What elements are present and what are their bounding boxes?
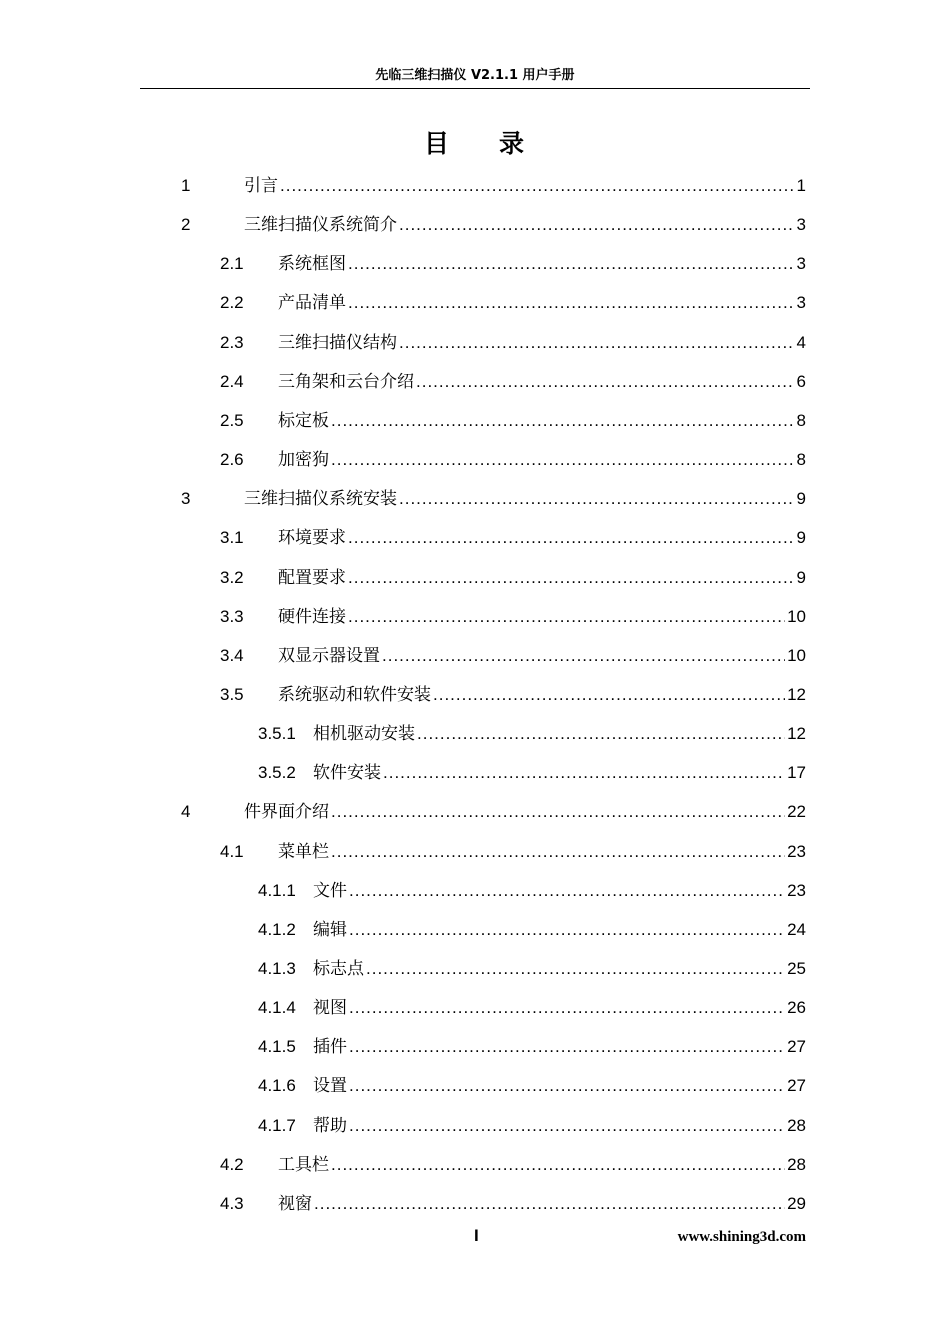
toc-entry-page: 3 — [796, 293, 806, 313]
toc-entry[interactable] — [258, 879, 806, 903]
toc-dot-leader — [399, 331, 795, 355]
toc-entry-page: 9 — [796, 567, 806, 587]
toc-dot-leader — [399, 213, 795, 237]
toc-dot-leader — [348, 291, 795, 315]
toc-dot-leader — [349, 918, 785, 942]
toc-entry[interactable] — [258, 761, 806, 785]
toc-entry[interactable] — [258, 996, 806, 1020]
toc-entry-number: 2.1 — [220, 254, 244, 274]
toc-entry-page: 9 — [796, 489, 806, 509]
toc-dot-leader — [399, 487, 795, 511]
toc-entry-number: 2.3 — [220, 332, 244, 352]
toc-entry[interactable] — [220, 252, 806, 276]
toc-entry-label: 编辑 — [313, 919, 347, 940]
toc-entry-page: 28 — [787, 1154, 806, 1174]
toc-dot-leader — [383, 761, 785, 785]
toc-dot-leader — [348, 526, 795, 550]
toc-entry-number: 3 — [181, 489, 191, 509]
toc-dot-leader — [331, 448, 795, 472]
toc-entry-number: 4.1.5 — [258, 1037, 296, 1057]
toc-entry-label: 硬件连接 — [278, 606, 346, 627]
toc-entry-page: 26 — [787, 998, 806, 1018]
toc-entry-number: 2.2 — [220, 293, 244, 313]
toc-entry-label: 系统驱动和软件安装 — [278, 684, 431, 705]
toc-entry-label: 插件 — [313, 1037, 347, 1058]
toc-entry-page: 9 — [796, 528, 806, 548]
toc-dot-leader — [349, 879, 785, 903]
footer-page-number: I — [474, 1226, 479, 1245]
toc-entry[interactable] — [220, 370, 806, 394]
toc-entry[interactable] — [181, 487, 806, 511]
toc-entry[interactable] — [258, 722, 806, 746]
toc-entry-page: 28 — [787, 1115, 806, 1135]
toc-entry[interactable] — [258, 1035, 806, 1059]
toc-dot-leader — [382, 644, 785, 668]
toc-entry-page: 8 — [796, 450, 806, 470]
toc-dot-leader — [417, 722, 785, 746]
toc-entry[interactable] — [220, 840, 806, 864]
toc-dot-leader — [349, 1114, 785, 1138]
toc-entry-label: 三角架和云台介绍 — [278, 371, 414, 392]
toc-entry-label: 相机驱动安装 — [313, 724, 415, 745]
toc-entry[interactable] — [220, 683, 806, 707]
toc-entry-label: 产品清单 — [278, 293, 346, 314]
toc-entry[interactable] — [220, 644, 806, 668]
toc-entry-label: 菜单栏 — [278, 841, 329, 862]
toc-dot-leader — [348, 566, 795, 590]
footer-url: www.shining3d.com — [677, 1229, 806, 1245]
toc-entry-page: 17 — [787, 763, 806, 783]
toc-dot-leader — [366, 957, 785, 981]
toc-entry-number: 2.4 — [220, 371, 244, 391]
toc-entry-number: 3.1 — [220, 528, 244, 548]
toc-entry[interactable] — [220, 291, 806, 315]
toc-entry-page: 24 — [787, 919, 806, 939]
toc-entry-label: 视图 — [313, 998, 347, 1019]
toc-entry[interactable] — [220, 1153, 806, 1177]
toc-entry-page: 12 — [787, 684, 806, 704]
toc-entry-page: 3 — [796, 254, 806, 274]
toc-entry-number: 2 — [181, 215, 191, 235]
toc-entry-label: 标定板 — [278, 410, 329, 431]
toc-entry-number: 3.3 — [220, 606, 244, 626]
toc-entry[interactable] — [220, 1192, 806, 1216]
toc-title-part2: 录 — [499, 129, 527, 158]
toc-entry-page: 29 — [787, 1193, 806, 1213]
toc-entry-page: 4 — [796, 332, 806, 352]
toc-dot-leader — [280, 174, 795, 198]
toc-entry-page: 3 — [796, 215, 806, 235]
toc-entry[interactable] — [258, 957, 806, 981]
toc-entry-label: 文件 — [313, 880, 347, 901]
toc-entry[interactable] — [220, 409, 806, 433]
toc-entry-page: 23 — [787, 841, 806, 861]
toc-dot-leader — [331, 800, 785, 824]
toc-entry-page: 27 — [787, 1076, 806, 1096]
toc-entry-label: 标志点 — [313, 959, 364, 979]
toc-entry-number: 4.1 — [220, 841, 244, 861]
toc-entry-page: 6 — [796, 371, 806, 391]
toc-entry-page: 10 — [787, 606, 806, 626]
toc-entry-number: 3.5 — [220, 684, 244, 704]
toc-entry-number: 3.4 — [220, 645, 244, 665]
toc-entry-number: 3.2 — [220, 567, 244, 587]
toc-entry-page: 10 — [787, 645, 806, 665]
toc-entry-label: 帮助 — [313, 1115, 347, 1136]
toc-entry-label: 加密狗 — [278, 450, 329, 471]
toc-entry[interactable] — [258, 1074, 806, 1098]
toc-entry-label: 配置要求 — [278, 567, 346, 588]
toc-entry-number: 4.1.1 — [258, 880, 296, 900]
toc-entry[interactable] — [258, 1114, 806, 1138]
toc-entry-page: 27 — [787, 1037, 806, 1057]
toc-entry-number: 4.1.4 — [258, 998, 296, 1018]
toc-entry[interactable] — [181, 213, 806, 237]
toc-dot-leader — [331, 409, 795, 433]
toc-entry-number: 2.5 — [220, 410, 244, 430]
toc-dot-leader — [331, 840, 785, 864]
running-header: 先临三维扫描仪 V2.1.1 用户手册 — [140, 66, 810, 89]
toc-entry-page: 23 — [787, 880, 806, 900]
toc-entry-label: 三维扫描仪系统简介 — [244, 215, 397, 236]
toc-dot-leader — [331, 1153, 785, 1177]
toc-entry-number: 3.5.1 — [258, 724, 296, 744]
toc-title-part1: 目 — [423, 129, 451, 158]
toc-entry-label: 三维扫描仪系统安装 — [244, 489, 397, 510]
toc-entry-number: 2.6 — [220, 450, 244, 470]
toc-entry[interactable] — [181, 800, 806, 824]
toc-entry-page: 12 — [787, 724, 806, 744]
toc-entry-number: 4 — [181, 802, 191, 822]
toc-dot-leader — [349, 1035, 785, 1059]
toc-entry-number: 4.3 — [220, 1193, 244, 1213]
toc-entry-number: 4.1.3 — [258, 959, 296, 978]
toc-entry-number: 1 — [181, 176, 191, 195]
toc-entry[interactable] — [220, 605, 806, 629]
toc-entry-number: 4.1.6 — [258, 1076, 296, 1096]
toc-entry-label: 系统框图 — [278, 254, 346, 275]
toc-entry-page: 22 — [787, 802, 806, 822]
toc-entry-number: 4.1.7 — [258, 1115, 296, 1135]
toc-entry-label: 三维扫描仪结构 — [278, 332, 397, 353]
toc-title — [0, 124, 950, 160]
toc-entry-number: 4.1.2 — [258, 919, 296, 939]
toc-entry-label: 环境要求 — [278, 528, 346, 549]
toc-entry-label: 设置 — [313, 1076, 347, 1097]
toc-entry-label: 双显示器设置 — [278, 645, 380, 666]
toc-dot-leader — [349, 996, 785, 1020]
toc-entry-page: 1 — [796, 176, 806, 195]
toc-entry-label: 视窗 — [278, 1193, 312, 1214]
toc-entry-page: 8 — [796, 410, 806, 430]
toc-dot-leader — [349, 1074, 785, 1098]
toc-dot-leader — [348, 252, 795, 276]
toc-dot-leader — [314, 1192, 785, 1216]
toc-entry[interactable] — [181, 174, 806, 198]
toc-entry[interactable] — [220, 526, 806, 550]
toc-entry[interactable] — [258, 918, 806, 942]
toc-dot-leader — [416, 370, 795, 394]
toc-entry-page: 25 — [787, 959, 806, 978]
toc-dot-leader — [433, 683, 785, 707]
toc-entry-label: 软件安装 — [313, 763, 381, 784]
toc-entry[interactable] — [220, 331, 806, 355]
toc-entry-number: 4.2 — [220, 1154, 244, 1174]
toc-entry-label: 引言 — [244, 176, 278, 196]
toc-entry-label: 件界面介绍 — [244, 802, 329, 823]
toc-entry-number: 3.5.2 — [258, 763, 296, 783]
toc-entry[interactable] — [220, 566, 806, 590]
toc-dot-leader — [348, 605, 785, 629]
toc-entry[interactable] — [220, 448, 806, 472]
toc-entry-label: 工具栏 — [278, 1154, 329, 1175]
